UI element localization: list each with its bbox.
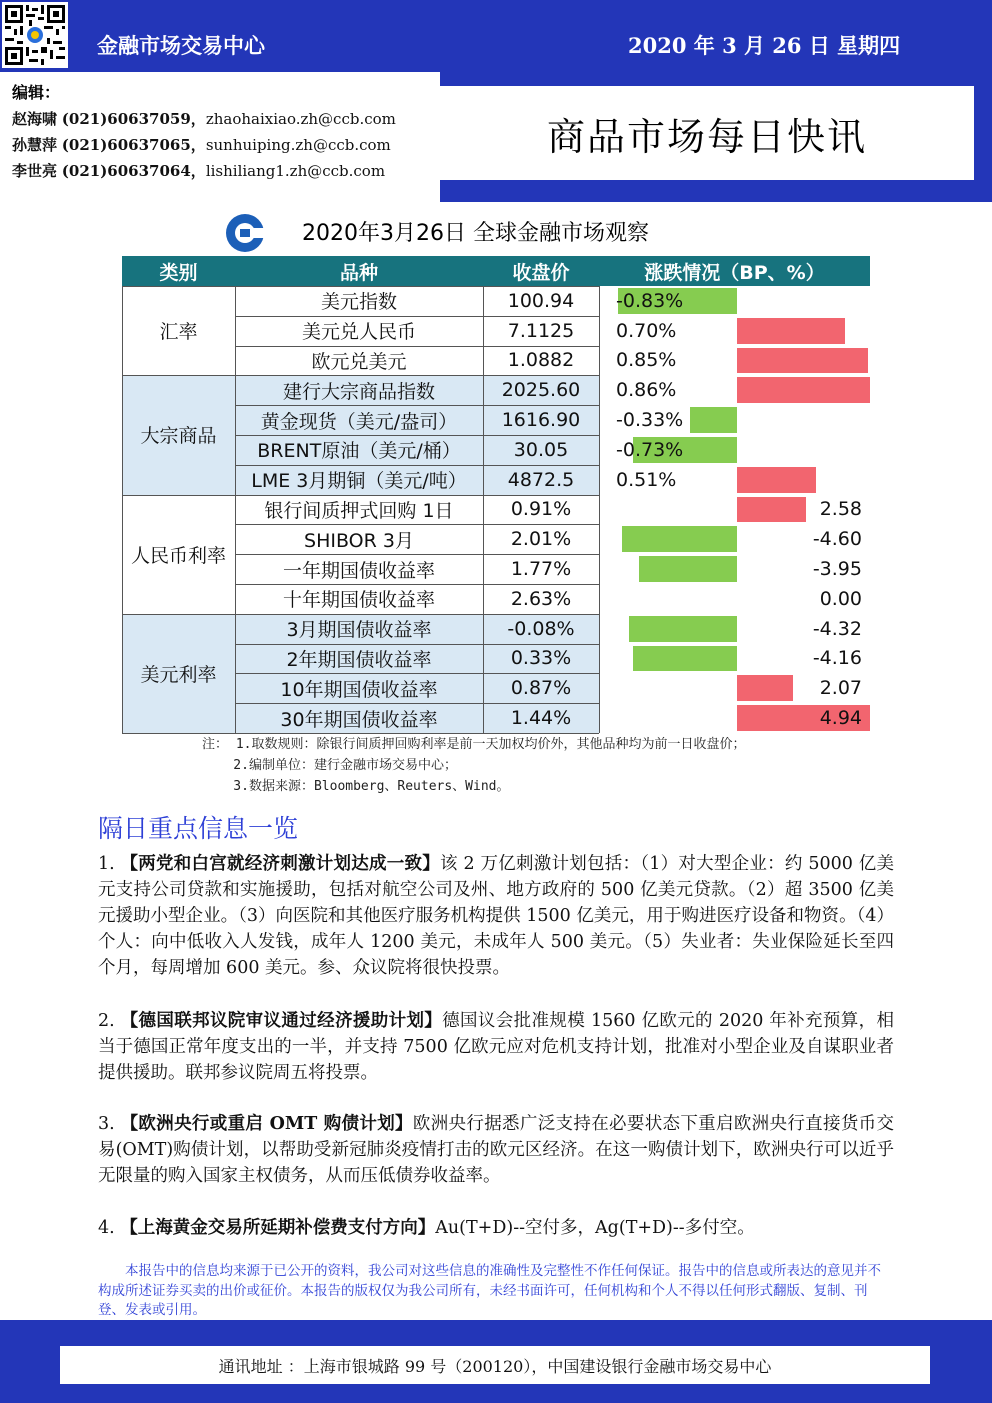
change-label: 0.86%: [616, 379, 677, 402]
change-bar: [737, 467, 816, 493]
item-name: 一年期国债收益率: [282, 559, 435, 582]
qr-code-icon: [2, 2, 68, 68]
close-value: 1.44%: [510, 707, 572, 730]
editor-phone: (021)60637059，: [61, 110, 206, 128]
change-bar: [633, 646, 737, 672]
news-title: 【德国联邦议院审议通过经济援助计划】: [120, 1011, 443, 1031]
change-label: 2.07: [819, 677, 862, 700]
editor-email: lishiliang1.zh@ccb.com: [205, 162, 386, 180]
editor-row: [12, 134, 428, 155]
editor-list: [12, 108, 428, 181]
change-bar: [622, 526, 737, 552]
group-label: 人民币利率: [130, 544, 226, 567]
market-table: [122, 256, 872, 733]
column-header: 类别: [122, 256, 235, 286]
close-value: 0.33%: [510, 647, 572, 670]
change-bar: [639, 556, 737, 582]
item-name: 30年期国债收益率: [280, 708, 438, 731]
item-name: 美元指数: [320, 291, 397, 314]
table-title: 2020年3月26日 全球金融市场观察: [302, 221, 649, 246]
close-value: 0.87%: [510, 677, 572, 700]
close-value: 30.05: [513, 438, 569, 461]
ccb-logo-icon: [222, 212, 268, 254]
item-name: 3月期国债收益率: [286, 619, 432, 642]
change-label: -3.95: [812, 558, 862, 581]
group-label: 汇率: [159, 321, 198, 344]
change-label: -4.60: [812, 528, 862, 551]
news-item: [98, 1215, 894, 1241]
column-header: 品种: [235, 256, 483, 286]
news-item: [98, 851, 894, 981]
news-body: Au(T+D)--空付多，Ag(T+D)--多付空。: [435, 1218, 755, 1238]
close-value: 1.0882: [507, 349, 575, 372]
market-table-section: [122, 210, 872, 731]
change-label: 0.51%: [616, 468, 677, 491]
report-title: 商品市场每日快讯: [546, 114, 867, 159]
close-value: 2.01%: [510, 528, 572, 551]
group-label: 大宗商品: [140, 425, 217, 448]
department-name: 金融市场交易中心: [97, 33, 265, 58]
editor-name: 孙慧萍: [12, 136, 58, 154]
news-title: 【欧洲央行或重启 OMT 购债计划】: [120, 1114, 413, 1134]
close-value: 7.1125: [507, 319, 575, 342]
editor-phone: (021)60637065，: [61, 136, 206, 154]
item-name: 十年期国债收益率: [282, 589, 435, 612]
close-value: 100.94: [507, 289, 575, 312]
close-value: 2.63%: [510, 587, 572, 610]
item-name: SHIBOR 3月: [304, 529, 414, 552]
close-value: 1616.90: [501, 409, 581, 432]
news-number: 2.: [98, 1011, 121, 1031]
news-item: [98, 1008, 894, 1086]
title-box: [440, 86, 974, 180]
column-header: 收盘价: [483, 256, 599, 286]
editors-panel: [0, 72, 440, 202]
note-line: 3.数据来源：Bloomberg、Reuters、Wind。: [202, 779, 510, 794]
editor-name: 赵海啸: [12, 110, 58, 128]
item-name: 建行大宗商品指数: [282, 380, 435, 403]
news-body: 德国议会批准规模 1560 亿欧元的 2020 年补充预算，相当于德国正常年度支出的一半，并支持 7500 亿欧元应对危机支持计划，批准对小型企业及自谋职业者提供援助。联邦参议院周五将投票。: [98, 1011, 894, 1083]
news-title: 【两党和白宫就经济刺激计划达成一致】: [120, 854, 440, 874]
disclaimer: 本报告中的信息均来源于已公开的资料，我公司对这些信息的准确性及完整性不作任何保证。报告中的信息或所表达的意见并不构成所述证券买卖的出价或征价。本报告的版权仅为我公司所有，未经书面许可，任何机构和个人不得以任何形式翻版、复制、刊登、发表或引用。: [98, 1263, 881, 1318]
header-banner: [0, 0, 992, 202]
change-bar: [629, 616, 737, 642]
change-bar: [737, 318, 845, 344]
close-value: 0.91%: [510, 498, 572, 521]
change-bar: [737, 377, 870, 403]
report-date: 2020 年 3 月 26 日 星期四: [628, 33, 901, 58]
column-header: 涨跌情况（BP、%）: [599, 256, 870, 286]
editor-name: 李世亮: [12, 162, 58, 180]
note-line: 2.编制单位：建行金融市场交易中心；: [202, 758, 457, 773]
news-item: [98, 1111, 894, 1189]
table-notes: [202, 734, 745, 797]
item-name: 10年期国债收益率: [280, 678, 438, 701]
editor-row: [12, 160, 428, 181]
change-bar: [737, 348, 868, 374]
item-name: 银行间质押式回购 1日: [264, 499, 454, 522]
news-number: 4.: [98, 1218, 121, 1238]
editor-phone: (021)60637064，: [61, 162, 206, 180]
change-label: 2.58: [819, 498, 862, 521]
change-label: 0.00: [819, 587, 862, 610]
close-value: 4872.5: [507, 468, 575, 491]
news-heading: 隔日重点信息一览: [98, 814, 299, 843]
table-title-row: [122, 210, 872, 256]
close-value: -0.08%: [507, 617, 575, 640]
news-body: 该 2 万亿刺激计划包括：（1）对大型企业：约 5000 亿美元支持公司贷款和实施援助，包括对航空公司及州、地方政府的 500 亿美元贷款。（2）超 3500 亿美元援助小型企业。（3）向医院和其他医疗服务机构提供 1500 亿美元，用于购进医疗设备和物资。（4）个人：向中低收入人发钱，成年人 1200 美元，未成年人 500 美元。（5）失业者：失业保险延长至四个月，每周增加 600 美元。参、众议院将很快投票。: [98, 854, 894, 978]
close-value: 2025.60: [501, 379, 581, 402]
news-number: 3.: [98, 1114, 121, 1134]
change-label: 0.70%: [616, 319, 677, 342]
item-name: 美元兑人民币: [301, 321, 416, 344]
change-label: 4.94: [819, 707, 862, 730]
change-label: -0.33%: [616, 409, 684, 432]
item-name: 黄金现货（美元/盎司）: [260, 410, 458, 433]
editors-label: 编辑：: [12, 83, 61, 102]
change-label: -0.83%: [616, 289, 684, 312]
change-label: -4.32: [812, 617, 862, 640]
footer-banner: [0, 1320, 992, 1403]
news-body: 欧洲央行据悉广泛支持在必要状态下重启欧洲央行直接货币交易(OMT)购债计划，以帮助受新冠肺炎疫情打击的欧元区经济。在这一购债计划下，欧洲央行可以近乎无限量的购入国家主权债务，从而压低债券收益率。: [98, 1114, 894, 1186]
note-line: 注： 1.取数规则：除银行间质押回购利率是前一天加权均价外，其他品种均为前一日收盘价；: [202, 737, 746, 752]
close-value: 1.77%: [510, 558, 572, 581]
group-label: 美元利率: [140, 663, 217, 686]
item-name: 欧元兑美元: [311, 350, 407, 373]
item-name: BRENT原油（美元/桶）: [257, 440, 461, 463]
change-label: -4.16: [812, 647, 862, 670]
editor-email: zhaohaixiao.zh@ccb.com: [205, 110, 396, 128]
editor-email: sunhuiping.zh@ccb.com: [205, 136, 391, 154]
item-name: LME 3月期铜（美元/吨）: [251, 470, 467, 493]
change-label: 0.85%: [616, 349, 677, 372]
footer-address: 通讯地址 ：上海市银城路 99 号（200120），中国建设银行金融市场交易中心: [60, 1346, 930, 1384]
news-number: 1.: [98, 854, 121, 874]
news-title: 【上海黄金交易所延期补偿费支付方向】: [120, 1218, 436, 1238]
editor-row: [12, 108, 428, 129]
change-label: -0.73%: [616, 438, 684, 461]
item-name: 2年期国债收益率: [286, 648, 432, 671]
